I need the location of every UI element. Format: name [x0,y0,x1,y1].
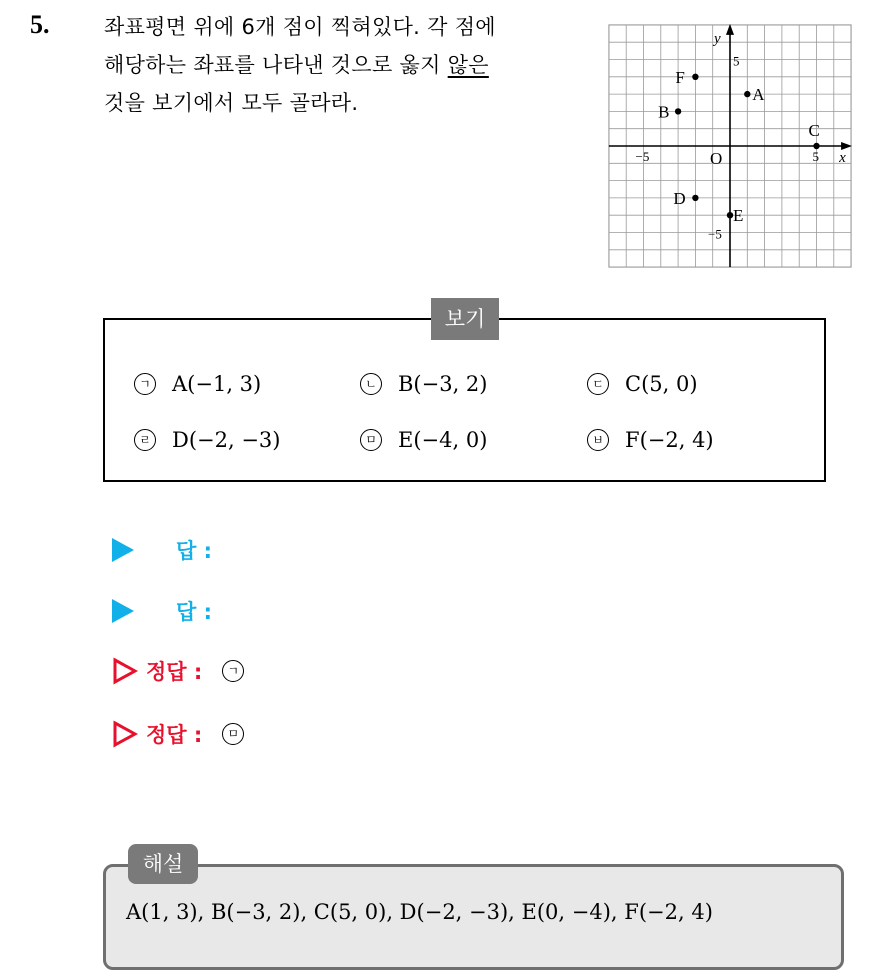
question-line-1: 좌표평면 위에 6개 점이 찍혀있다. 각 점에 [104,15,496,39]
y-axis-label: y [714,30,721,47]
choice-mark: ㅁ [360,429,382,451]
point-label-e: E [733,206,744,226]
tick-y-pos: 5 [733,53,740,69]
choice-text: A(−1, 3) [172,372,262,396]
choice-mark: ㄹ [134,429,156,451]
point-label-c: C [808,121,820,140]
choice-text: E(−4, 0) [398,428,488,452]
coordinate-plane [608,24,852,268]
correct-label: 정답 : [146,723,203,747]
triangle-icon [112,599,134,623]
triangle-outline-icon [112,720,138,748]
choice-5[interactable] [360,428,487,452]
choice-mark: ㄱ [134,373,156,395]
bogi-title: 보기 [431,298,499,340]
choice-mark: ㅂ [587,429,609,451]
tick-x-neg: −5 [635,149,650,164]
correct-label: 정답 : [146,660,203,684]
tick-x-pos: 5 [812,149,819,164]
correct-mark: ㅁ [222,723,244,745]
point-a [744,91,750,97]
underlined-word: 않은 [447,53,489,77]
choice-mark: ㄴ [360,373,382,395]
correct-mark: ㄱ [222,660,244,682]
choice-2[interactable] [360,372,488,396]
point-label-a: A [752,85,765,105]
question-number: 5. [30,10,50,39]
choice-text: B(−3, 2) [398,372,488,396]
choice-1[interactable] [134,372,261,396]
correct-answer-2 [112,719,244,749]
question-line-2 [104,46,584,84]
answer-blank-1[interactable] [112,535,212,565]
point-d [692,195,698,201]
point-label-f: F [675,67,685,87]
coordinate-plane-svg [608,24,852,268]
answer-label: 답 : [176,600,212,624]
correct-value [222,723,244,745]
choice-4[interactable] [134,428,281,452]
question-text [104,8,584,122]
question-line-3: 것을 보기에서 모두 골라라. [104,91,359,115]
point-label-b: B [658,102,670,122]
point-f [692,74,698,80]
choice-3[interactable] [587,372,698,396]
choice-text: D(−2, −3) [172,428,281,452]
triangle-outline-icon [112,657,138,685]
explanation-title: 해설 [128,844,198,884]
bogi-box [103,318,826,482]
choice-6[interactable] [587,428,714,452]
origin-label: O [710,149,723,168]
choice-text: F(−2, 4) [625,428,714,452]
point-b [675,108,681,114]
explanation-text: A(1, 3), B(−3, 2), C(5, 0), D(−2, −3), E(0, −4), F(−2, 4) [126,900,713,924]
question-line-2-text: 해당하는 좌표를 나타낸 것으로 옳지 [104,53,448,77]
point-c [813,143,819,149]
answer-blank-2[interactable] [112,596,212,626]
correct-answer-1 [112,656,244,686]
triangle-icon [112,538,134,562]
x-axis-label: x [839,150,846,166]
correct-value [222,660,244,682]
answer-label: 답 : [176,539,212,563]
choice-text: C(5, 0) [625,372,698,396]
tick-y-neg: −5 [708,226,722,242]
choice-mark: ㄷ [587,373,609,395]
point-label-d: D [673,188,686,208]
